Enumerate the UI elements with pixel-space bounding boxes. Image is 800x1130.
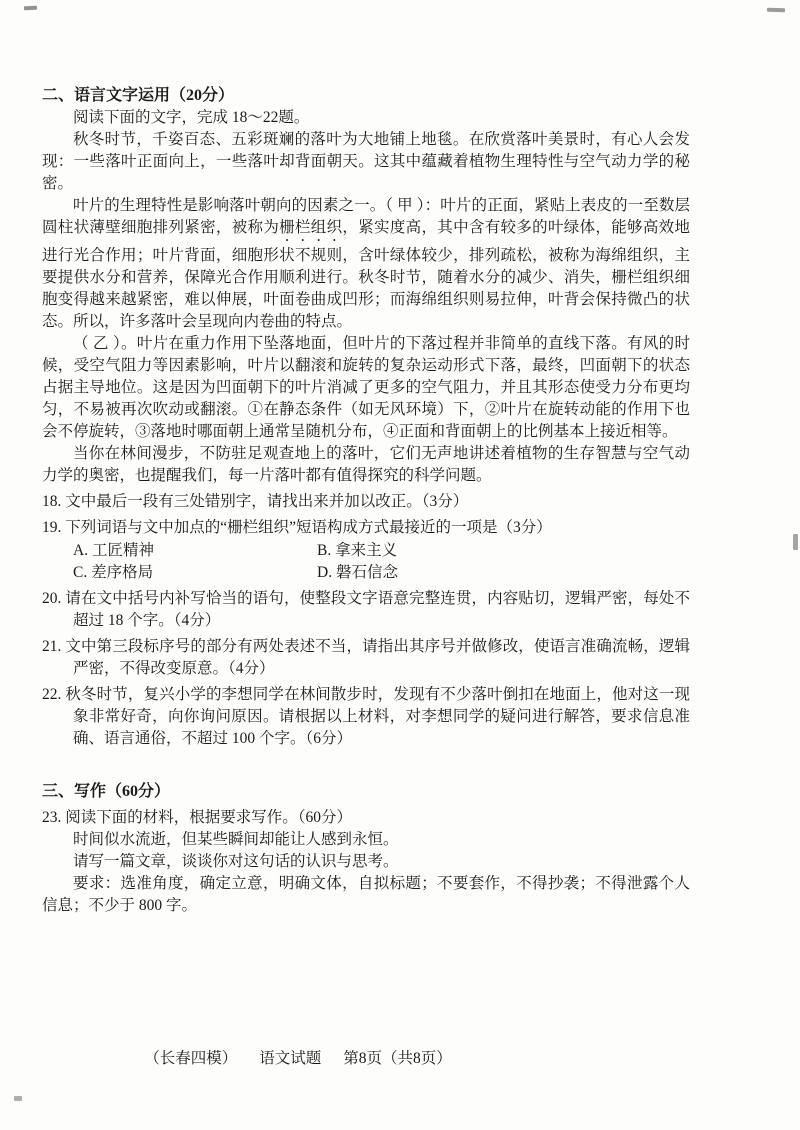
question-19-number: 19. [42,519,62,536]
scan-artifact [767,8,785,13]
question-22 [42,684,690,750]
passage-paragraph-1: 秋冬时节，千姿百态、五彩斑斓的落叶为大地铺上地毯。在欣赏落叶美景时，有心人会发现：一些落叶正面向上，一些落叶却背面朝天。这其中蕴藏着植物生理特性与空气动力学的秘密。 [42,131,690,192]
question-20-text: 请在文中括号内补写恰当的语句，使整段文字语意完整连贯，内容贴切，逻辑严密，每处不超过 18 个字。（4分） [65,590,690,629]
page-content [42,84,690,917]
passage-intro: 阅读下面的文字，完成 18～22题。 [73,109,310,126]
passage-paragraph-4: 当你在林间漫步，不防驻足观查地上的落叶，它们无声地讲述着植物的生存智慧与空气动力学的奥密，也提醒我们，每一片落叶都有值得探究的科学问题。 [42,445,690,484]
question-23-number: 23. [42,809,62,826]
writing-material: 时间似水流逝，但某些瞬间却能让人感到永恒。 [73,831,399,848]
writing-task: 请写一篇文章，谈谈你对这句话的认识与思考。 [73,853,399,870]
dotted-emphasis-phrase: 栅栏组织 [279,219,343,236]
question-18-text: 文中最后一段有三处错别字，请找出来并加以改正。（3分） [65,493,469,510]
section-writing [42,780,690,917]
option-d: D. 磐石信念 [317,564,398,581]
section-language-heading: 二、语言文字运用（20分） [42,87,235,104]
question-21-text: 文中第三段标序号的部分有两处表述不当，请指出其序号并做修改，使语言准确流畅，逻辑严密，不得改变原意。（4分） [65,638,690,677]
passage-paragraph-3: （ 乙 ）。叶片在重力作用下坠落地面，但叶片的下落过程并非简单的直线下落。有风的时候，受空气阻力等因素影响，叶片以翻滚和旋转的复杂运动形式下落，最终，凹面朝下的状态占据主导地位。这是因为凹面朝下的叶片消减了更多的空气阻力，并且其形态使受力分布更均匀，不易被再次吹动或翻滚。①在静态条件（如无风环境）下，②叶片在旋转动能的作用下也会不停旋转，③落地时哪面朝上通常呈随机分布，④正面和背面朝上的比例基本上接近相等。 [42,335,690,440]
paragraph-2-text-after: ，紧实度高，其中含有较多的叶绿体，能够高效地进行光合作用；叶片背面，细胞形状不规则，含叶绿体较少，排列疏松，被称为海绵组织，主要提供水分和营养，保障光合作用顺利进行。秋冬时节，随着水分的减少、消失，栅栏组织细胞变得越来越紧密，难以伸展，叶面卷曲成凹形；而海绵组织则易拉伸，叶背会保持微凸的状态。所以，许多落叶会呈现向内卷曲的特点。 [42,219,690,330]
footer-subject: 语文试题 [259,1050,322,1067]
question-23 [42,807,690,829]
option-a: A. 工匠精神 [73,542,154,559]
question-21-number: 21. [42,638,62,655]
option-c: C. 差序格局 [73,564,154,581]
footer-page-number: 第8页（共8页） [343,1050,452,1067]
question-21 [42,636,690,680]
question-list [42,491,690,750]
question-19-options [73,540,690,584]
question-23-text: 阅读下面的材料，根据要求写作。（60分） [65,809,353,826]
scan-artifact [24,6,37,11]
writing-requirements: 要求：选准角度，确定立意，明确文体，自拟标题；不要套作，不得抄袭；不得泄露个人信息；不少于 800 字。 [42,875,690,914]
page-footer [0,1046,596,1068]
footer-exam-name: （长春四模） [144,1050,238,1067]
section-writing-heading: 三、写作（60分） [42,783,171,800]
question-20-number: 20. [42,590,62,607]
scan-artifact [14,1096,22,1101]
question-19 [42,517,690,584]
question-20 [42,588,690,632]
scan-artifact [793,534,798,550]
question-19-text: 下列词语与文中加点的“栅栏组织”短语构成方式最接近的一项是（3分） [65,519,552,536]
question-22-number: 22. [42,686,62,703]
option-b: B. 拿来主义 [317,542,398,559]
paragraph-2-text-before: 叶片的生理特性是影响落叶朝向的因素之一。（ 甲 ）：叶片的正面，紧贴上表皮的一至数层圆柱状薄壁细胞排列紧密，被称为 [42,197,690,236]
question-22-text: 秋冬时节，复兴小学的李想同学在林间散步时，发现有不少落叶倒扣在地面上，他对这一现象非常好奇，向你询问原因。请根据以上材料，对李想同学的疑问进行解答，要求信息准确、语言通俗，不超过 100 个字。（6分） [65,686,690,747]
passage-paragraph-2 [42,195,690,333]
question-18-number: 18. [42,493,62,510]
question-18 [42,491,690,513]
